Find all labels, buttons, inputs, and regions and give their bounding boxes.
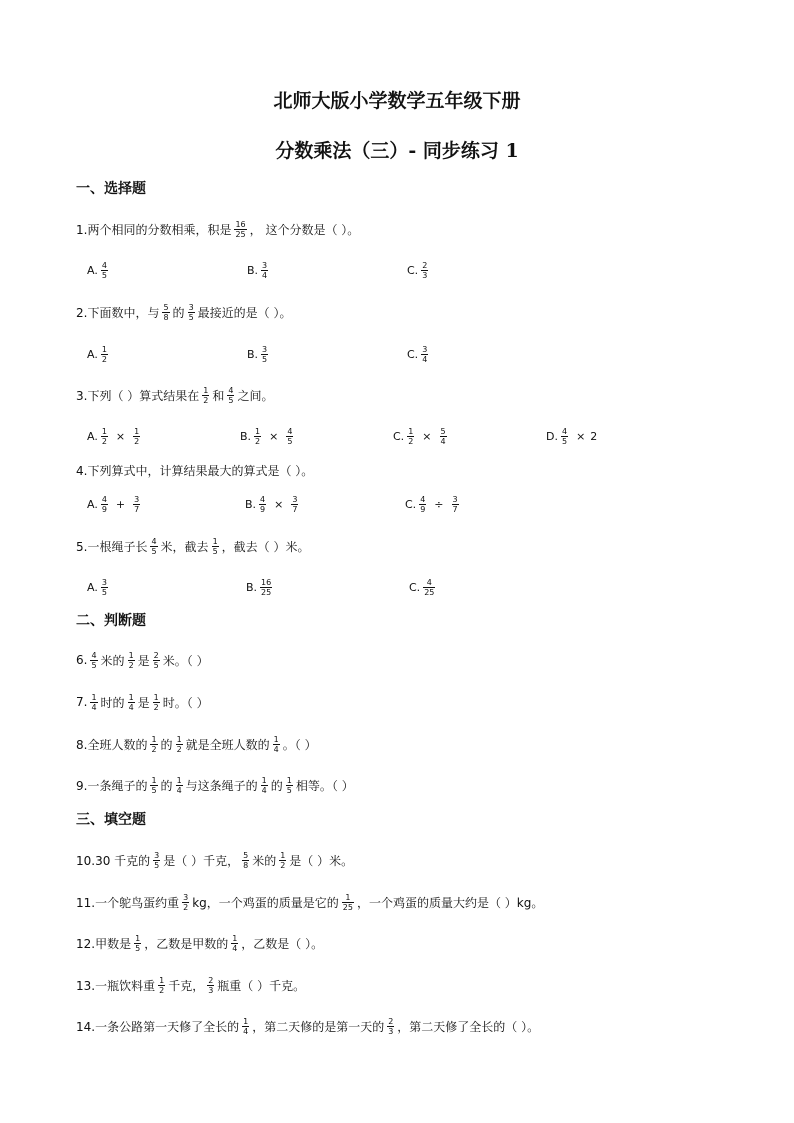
option-a[interactable]: A. $\frac{1}{2}$: [87, 344, 107, 364]
question-5-options: [0, 575, 794, 599]
question-4: 4.下列算式中，计算结果最大的算式是（ ）。: [76, 463, 314, 478]
question-5: 5.一根绳子长 $\frac{4}{5}$ 米，截去 $\frac{1}{5}$ ，截去（ ）米。: [76, 536, 310, 556]
question-13: 13.一瓶饮料重 $\frac{1}{2}$ 千克， $\frac{2}{3}$ 瓶重（ ）千克。: [76, 975, 306, 995]
page-subtitle: 分数乘法（三）- 同步练习 1: [275, 140, 519, 162]
question-3: 3.下列（ ）算式结果在 $\frac{1}{2}$ 和 $\frac{4}{5}$ 之间。: [76, 385, 274, 405]
option-b[interactable]: B. $\frac{3}{4}$: [247, 260, 268, 280]
section-heading-fill: 三、填空题: [76, 812, 146, 828]
option-a[interactable]: A. $\frac{4}{5}$: [87, 260, 107, 280]
section-heading-choice: 一、选择题: [76, 181, 146, 197]
option-a[interactable]: A. $\frac{3}{5}$: [87, 577, 107, 597]
option-d[interactable]: D. $\frac{4}{5}$ × 2: [546, 426, 598, 446]
question-2: 2.下面数中，与 $\frac{5}{8}$ 的 $\frac{3}{5}$ 最接近的是（ ）。: [76, 302, 292, 322]
option-c[interactable]: C. $\frac{2}{3}$: [407, 260, 428, 280]
option-a[interactable]: A. $\frac{4}{9}$ + $\frac{3}{7}$: [87, 494, 140, 514]
question-12: 12.甲数是 $\frac{1}{5}$ ，乙数是甲数的 $\frac{1}{4}$ ，乙数是（ ）。: [76, 933, 324, 953]
section-heading-judge: 二、判断题: [76, 613, 146, 629]
question-8: 8.全班人数的 $\frac{1}{2}$ 的 $\frac{1}{2}$ 就是全班人数的 $\frac{1}{4}$ 。（ ）: [76, 734, 317, 754]
question-4-options: [0, 492, 794, 516]
option-b[interactable]: B. $\frac{16}{25}$: [246, 577, 272, 597]
option-a[interactable]: A. $\frac{1}{2}$ × $\frac{1}{2}$: [87, 426, 140, 446]
question-6: 6. $\frac{4}{5}$ 米的 $\frac{1}{2}$ 是 $\frac{2}{5}$ 米。（ ）: [76, 650, 209, 670]
question-1: 1.两个相同的分数相乘，积是 $\frac{16}{25}$ ， 这个分数是（ ）。: [76, 219, 360, 239]
question-1-options: [0, 258, 794, 282]
option-c[interactable]: C. $\frac{1}{2}$ × $\frac{5}{4}$: [393, 426, 446, 446]
option-c[interactable]: C. $\frac{3}{4}$: [407, 344, 428, 364]
question-14: 14.一条公路第一天修了全长的 $\frac{1}{4}$ ，第二天修的是第一天的 $\frac{2}{3}$ ，第二天修了全长的（ ）。: [76, 1016, 540, 1036]
option-c[interactable]: C. $\frac{4}{25}$: [409, 577, 435, 597]
question-11: 11.一个鸵鸟蛋约重 $\frac{3}{2}$ kg，一个鸡蛋的质量是它的 $\frac{1}{25}$ ，一个鸡蛋的质量大约是（ ）kg。: [76, 892, 544, 912]
option-c[interactable]: C. $\frac{4}{9}$ ÷ $\frac{3}{7}$: [405, 494, 458, 514]
question-10: 10.30 千克的 $\frac{3}{5}$ 是（ ）千克， $\frac{5}{8}$ 米的 $\frac{1}{2}$ 是（ ）米。: [76, 850, 354, 870]
question-2-options: [0, 342, 794, 366]
option-b[interactable]: B. $\frac{3}{5}$: [247, 344, 268, 364]
option-b[interactable]: B. $\frac{1}{2}$ × $\frac{4}{5}$: [240, 426, 293, 446]
question-3-options: [0, 424, 794, 448]
fraction: $\frac{16}{25}$: [235, 219, 246, 239]
question-7: 7. $\frac{1}{4}$ 时的 $\frac{1}{4}$ 是 $\frac{1}{2}$ 时。（ ）: [76, 692, 209, 712]
option-b[interactable]: B. $\frac{4}{9}$ × $\frac{3}{7}$: [245, 494, 298, 514]
page-title: 北师大版小学数学五年级下册: [273, 90, 521, 112]
question-9: 9.一条绳子的 $\frac{1}{5}$ 的 $\frac{1}{4}$ 与这条绳子的 $\frac{1}{4}$ 的 $\frac{1}{5}$ 相等。（ ）: [76, 775, 354, 795]
